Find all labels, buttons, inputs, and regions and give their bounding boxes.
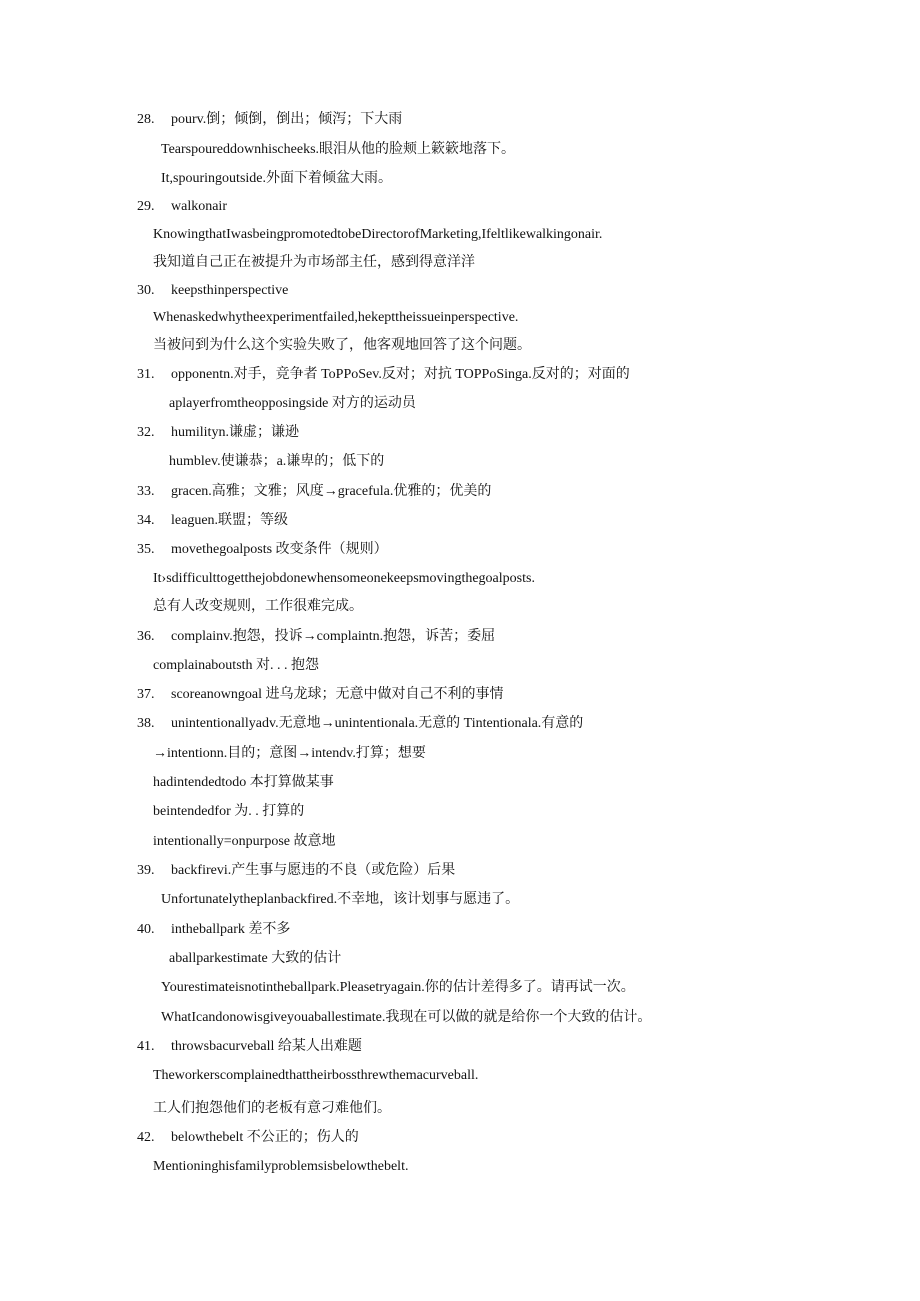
entry-38-example-2: hadintendedtodo 本打算做某事 [153,775,334,790]
entry-number: 37. [137,687,155,702]
entry-headword: gracen.高雅；文雅；风度→gracefula.优雅的；优美的 [171,484,492,499]
entry-headword: belowthebelt 不公正的；伤人的 [171,1130,359,1145]
entry-38-heading [137,715,583,733]
entry-headword: pourv.倒；倾倒，倒出；倾泻；下大雨 [171,112,403,127]
entry-headword: walkonair [171,199,227,214]
entry-29-example-2: 我知道自己正在被提升为市场部主任，感到得意洋洋 [153,255,475,270]
entry-40-example-3: WhatIcandonowisgiveyouaballestimate.我现在可以做的就是给你一个大致的估计。 [161,1010,652,1025]
entry-29-heading [137,198,227,216]
entry-42-example-1: Mentioninghisfamilyproblemsisbelowthebelt. [153,1159,409,1174]
entry-38-example-1: →intentionn.目的；意图→intendv.打算；想要 [153,746,426,761]
entry-headword: humilityn.谦虚；谦逊 [171,425,299,440]
entry-30-example-1: Whenaskedwhytheexperimentfailed,hekepttheissueinperspective. [153,310,519,325]
entry-28-example-2: It,spouringoutside.外面下着倾盆大雨。 [161,171,392,186]
entry-number: 30. [137,283,155,298]
entry-40-example-2: Yourestimateisnotintheballpark.Pleasetryagain.你的估计差得多了。请再试一次。 [161,980,635,995]
entry-number: 35. [137,542,155,557]
entry-37-heading [137,686,503,704]
entry-number: 38. [137,716,155,731]
entry-42-heading [137,1129,359,1147]
entry-41-example-1: Theworkerscomplainedthattheirbossthrewthemacurveball. [153,1068,479,1083]
entry-28-example-1: Tearspoureddownhischeeks.眼泪从他的脸颊上簌簌地落下。 [161,142,516,157]
entry-headword: complainv.抱怨，投诉→complaintn.抱怨，诉苦；委屈 [171,629,496,644]
entry-30-heading [137,282,288,300]
entry-38-example-3: beintendedfor 为. . 打算的 [153,804,305,819]
entry-headword: leaguen.联盟；等级 [171,513,289,528]
entry-39-heading [137,862,455,880]
entry-36-example-1: complainaboutsth 对. . . 抱怨 [153,658,320,673]
entry-number: 28. [137,112,155,127]
entry-headword: intheballpark 差不多 [171,922,291,937]
entry-headword: throwsbacurveball 给某人出难题 [171,1039,362,1054]
entry-headword: unintentionallyadv.无意地→unintentionala.无意的 Tintentionala.有意的 [171,716,584,731]
entry-number: 42. [137,1130,155,1145]
entry-number: 31. [137,367,155,382]
entry-number: 39. [137,863,155,878]
entry-headword: movethegoalposts 改变条件（规则） [171,542,388,557]
entry-headword: backfirevi.产生事与愿违的不良（或危险）后果 [171,863,456,878]
entry-35-example-1: It›sdifficulttogetthejobdonewhensomeonekeepsmovingthegoalposts. [153,571,535,586]
entry-31-example-1: aplayerfromtheopposingside 对方的运动员 [169,396,416,411]
entry-number: 40. [137,922,155,937]
entry-number: 34. [137,513,155,528]
entry-number: 32. [137,425,155,440]
entry-number: 29. [137,199,155,214]
entry-41-example-2: 工人们抱怨他们的老板有意刁难他们。 [153,1101,391,1116]
entry-28-heading [137,111,402,129]
entry-30-example-2: 当被问到为什么这个实验失败了，他客观地回答了这个问题。 [153,338,531,353]
entry-32-heading [137,424,299,442]
entry-number: 33. [137,484,155,499]
entry-31-heading [137,366,630,384]
entry-33-heading [137,483,491,501]
entry-number: 36. [137,629,155,644]
entry-headword: opponentn.对手，竞争者 ToPPoSev.反对；对抗 TOPPoSinga.反对的；对面的 [171,367,630,382]
entry-34-heading [137,512,288,530]
entry-38-example-4: intentionally=onpurpose 故意地 [153,834,336,849]
entry-41-heading [137,1038,362,1056]
entry-35-example-2: 总有人改变规则，工作很难完成。 [153,599,363,614]
entry-39-example-1: Unfortunatelytheplanbackfired.不幸地，该计划事与愿违了。 [161,892,520,907]
entry-36-heading [137,628,495,646]
entry-headword: keepsthinperspective [171,283,289,298]
entry-40-example-1: aballparkestimate 大致的估计 [169,951,342,966]
entry-40-heading [137,921,290,939]
entry-number: 41. [137,1039,155,1054]
entry-29-example-1: KnowingthatIwasbeingpromotedtobeDirectorofMarketing,Ifeltlikewalkingonair. [153,227,603,242]
entry-35-heading [137,541,388,559]
entry-headword: scoreanowngoal 进乌龙球；无意中做对自己不利的事情 [171,687,504,702]
entry-32-example-1: humblev.使谦恭；a.谦卑的；低下的 [169,454,385,469]
